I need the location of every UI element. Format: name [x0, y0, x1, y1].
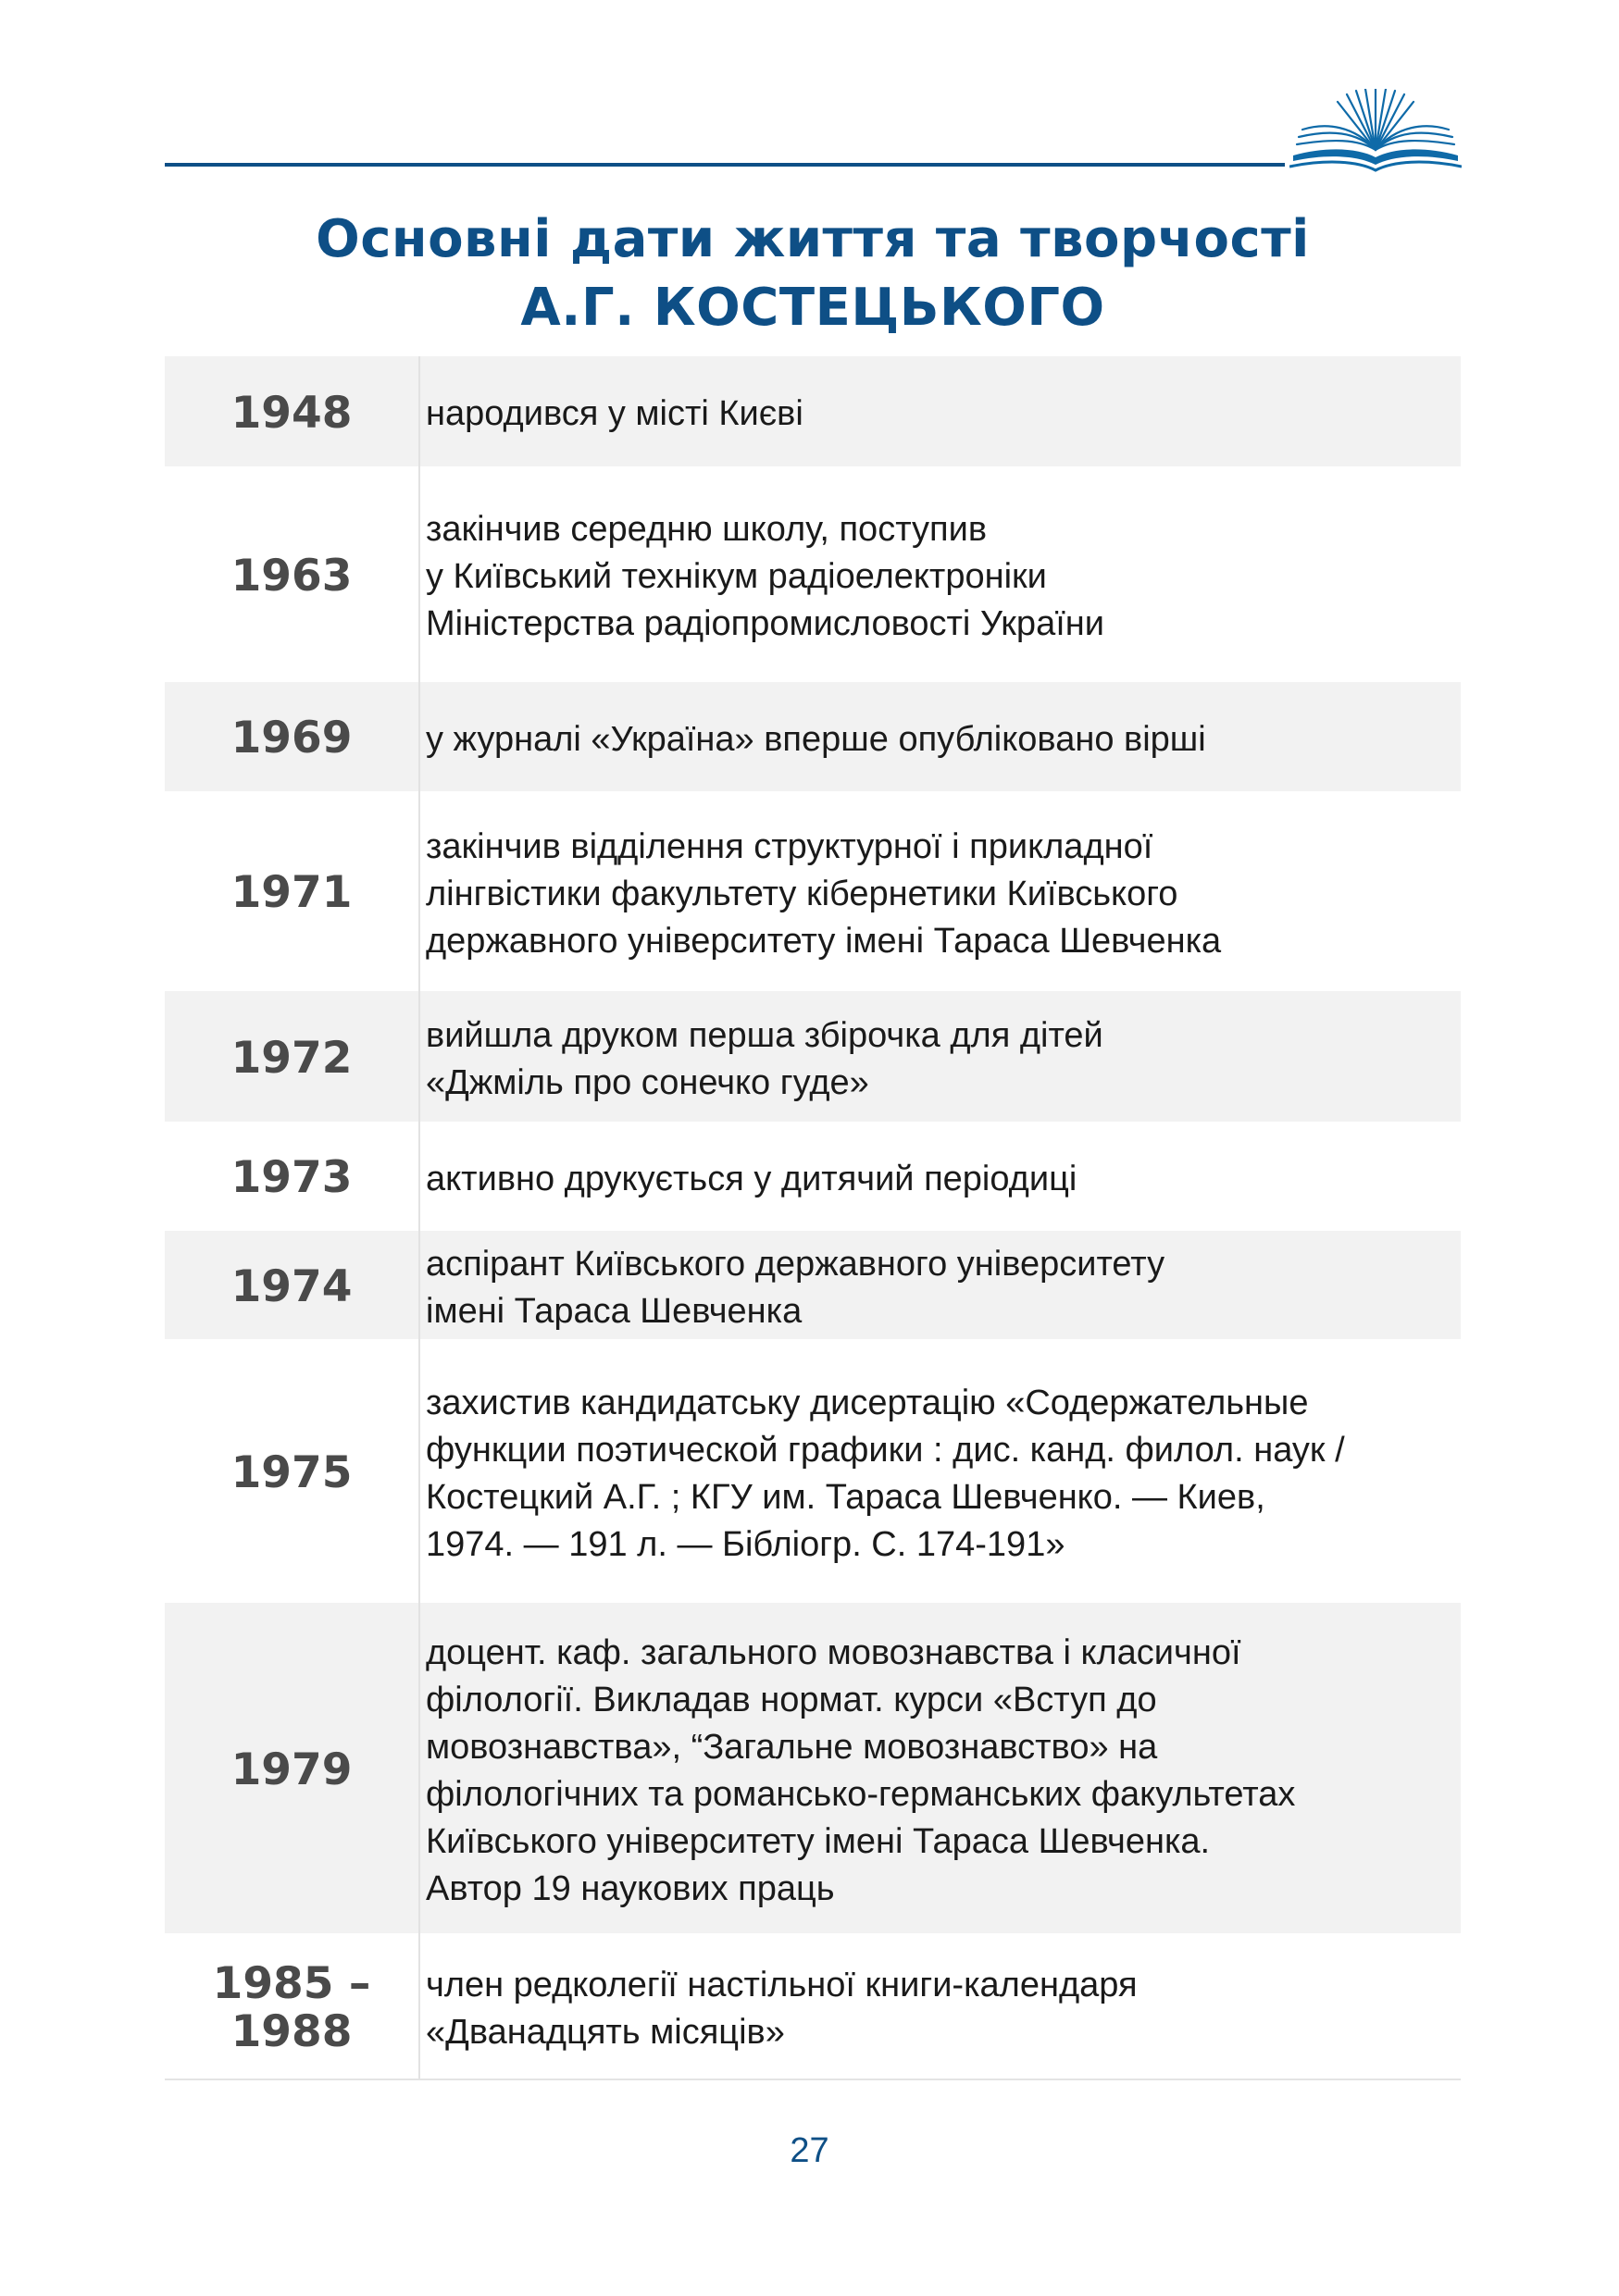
timeline-table — [165, 356, 1461, 2080]
timeline-event: захистив кандидатську дисертацію «Содержательные функции поэтической графики : дис. канд. филол. наук / Костецкий А.Г. ; КГУ им. Тараса Шевченко. — Киев, 1974. — 191 л. — Бібліогр. С. 174-191» — [426, 1383, 1345, 1564]
timeline-event: аспірант Київського державного університету імені Тараса Шевченка — [426, 1244, 1165, 1331]
timeline-row-1979 — [165, 1603, 1461, 1933]
title-line-2: А.Г. КОСТЕЦЬКОГО — [520, 278, 1105, 338]
timeline-year: 1985 – 1988 — [165, 1933, 420, 2079]
timeline-row-1963 — [165, 466, 1461, 682]
timeline-event: закінчив середню школу, поступив у Київський технікум радіоелектроніки Міністерства радіопромисловості України — [426, 510, 1104, 643]
open-book-icon — [1289, 89, 1462, 174]
timeline-event: у журналі «Україна» вперше опубліковано вірші — [426, 719, 1206, 759]
timeline-row-1973 — [165, 1122, 1461, 1231]
timeline-row-1974 — [165, 1231, 1461, 1339]
timeline-year: 1974 — [165, 1231, 420, 1339]
timeline-event: член редколегії настільної книги-календаря «Дванадцять місяців» — [426, 1965, 1138, 2052]
timeline-year: 1971 — [165, 791, 420, 991]
timeline-event: вийшла друком перша збірочка для дітей «Джміль про сонечко гуде» — [426, 1015, 1103, 1102]
timeline-year: 1975 — [165, 1339, 420, 1603]
page-number: 27 — [790, 2131, 829, 2170]
timeline-event: активно друкується у дитячий періодиці — [426, 1159, 1077, 1198]
timeline-row-1985-1988 — [165, 1933, 1461, 2080]
timeline-year: 1972 — [165, 991, 420, 1122]
timeline-year: 1969 — [165, 682, 420, 791]
timeline-year: 1979 — [165, 1603, 420, 1933]
header-rule — [165, 163, 1285, 167]
timeline-row-1948 — [165, 356, 1461, 466]
timeline-event: закінчив відділення структурної і прикладної лінгвістики факультету кібернетики Київського державного університету імені Тараса Шевченка — [426, 826, 1222, 961]
timeline-event: доцент. каф. загального мовознавства і класичної філології. Викладав нормат. курси «Вступ до мовознавства», “Загальне мовознавство» на філологічних та романсько-германських факультетах Київського університету імені Тараса Шевченка. Автор 19 наукових праць — [426, 1632, 1296, 1908]
timeline-row-1971 — [165, 791, 1461, 991]
page-title — [165, 205, 1461, 342]
timeline-year: 1963 — [165, 466, 420, 682]
timeline-row-1975 — [165, 1339, 1461, 1603]
timeline-year: 1973 — [165, 1122, 420, 1231]
timeline-row-1969 — [165, 682, 1461, 791]
timeline-year: 1948 — [165, 356, 420, 466]
title-line-1: Основні дати життя та творчості — [316, 209, 1310, 269]
timeline-row-1972 — [165, 991, 1461, 1122]
timeline-event: народився у місті Києві — [426, 394, 803, 433]
